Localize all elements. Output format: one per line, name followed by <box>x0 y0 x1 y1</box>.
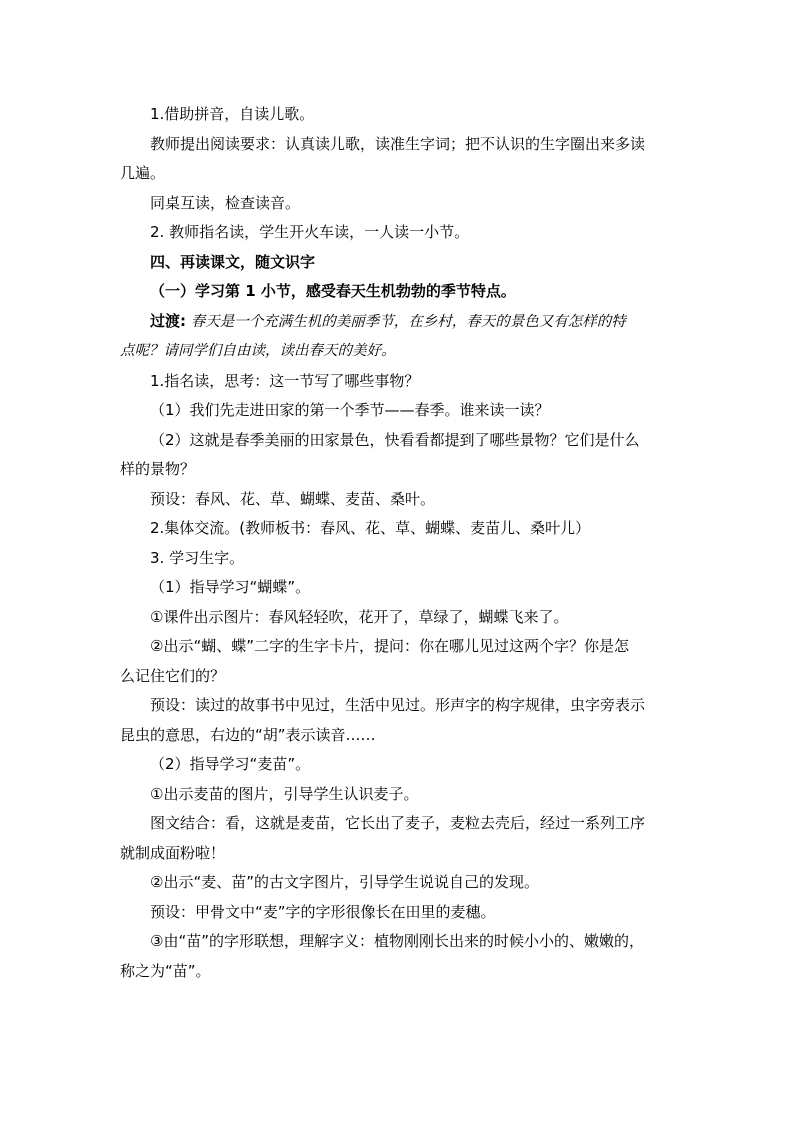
paragraph: ②出示“麦、苗”的古文字图片，引导学生说说自己的发现。 <box>150 873 539 891</box>
paragraph: 2. 教师指名读，学生开火车读，一人读一小节。 <box>150 223 470 241</box>
paragraph: ①出示麦苗的图片，引导学生认识麦子。 <box>150 784 419 803</box>
paragraph: 3. 学习生字。 <box>150 548 245 567</box>
paragraph: 预设：读过的故事书中见过，生活中见过。形声字的构字规律，虫字旁表示 <box>150 696 646 714</box>
subsection-heading: （一）学习第 1 小节，感受春天生机勃勃的季节特点。 <box>150 282 516 300</box>
paragraph: 1.借助拼音，自读儿歌。 <box>150 105 315 123</box>
section-heading: 四、再读课文，随文识字 <box>150 252 316 271</box>
paragraph-continuation: 几遍。 <box>120 164 166 182</box>
paragraph-continuation: 就制成面粉啦！ <box>120 843 226 862</box>
paragraph: （1）我们先走进田家的第一个季节——春季。谁来读一读？ <box>150 401 550 419</box>
paragraph: ②出示“蝴、蝶”二字的生字卡片，提问：你在哪儿见过这两个字？你是怎 <box>150 637 629 655</box>
paragraph: （2）这就是春季美丽的田家景色，快看看都提到了哪些景物？它们是什么 <box>150 430 640 449</box>
transition-paragraph <box>120 307 685 338</box>
paragraph: 预设：甲骨文中“麦”字的字形很像长在田里的麦穗。 <box>150 902 496 921</box>
paragraph: 2.集体交流。(教师板书：春风、花、草、蝴蝶、麦苗儿、桑叶儿） <box>150 519 591 537</box>
paragraph: ③由“苗”的字形联想，理解字义：植物刚刚长出来的时候小小的、嫩嫩的， <box>150 932 644 950</box>
paragraph-continuation: 昆虫的意思，右边的“胡”表示读音…… <box>120 725 376 744</box>
paragraph: 1.指名读，思考：这一节写了哪些事物？ <box>150 371 420 390</box>
document-body <box>120 100 685 986</box>
paragraph: 同桌互读，检查读音。 <box>150 193 301 212</box>
transition-text: 春天是一个充满生机的美丽季节，在乡村，春天的景色又有怎样的特 <box>190 313 626 330</box>
paragraph: （1）指导学习“蝴蝶”。 <box>150 578 311 596</box>
transition-text-continuation: 点呢？请同学们自由读，读出春天的美好。 <box>120 343 396 359</box>
transition-label: 过渡: <box>150 311 186 330</box>
paragraph: 教师提出阅读要求：认真读儿歌，读准生字词；把不认识的生字圈出来多读 <box>150 134 646 153</box>
paragraph: 图文结合：看，这就是麦苗，它长出了麦子，麦粒去壳后，经过一系列工序 <box>150 814 646 832</box>
paragraph: （2）指导学习“麦苗”。 <box>150 755 311 773</box>
paragraph: 预设：春风、花、草、蝴蝶、麦苗、桑叶。 <box>150 489 436 508</box>
paragraph-continuation: 称之为“苗”。 <box>120 961 211 980</box>
paragraph-continuation: 么记住它们的？ <box>120 666 226 685</box>
paragraph: ①课件出示图片：春风轻轻吹，花开了，草绿了，蝴蝶飞来了。 <box>150 607 569 626</box>
paragraph-continuation: 样的景物？ <box>120 460 196 478</box>
